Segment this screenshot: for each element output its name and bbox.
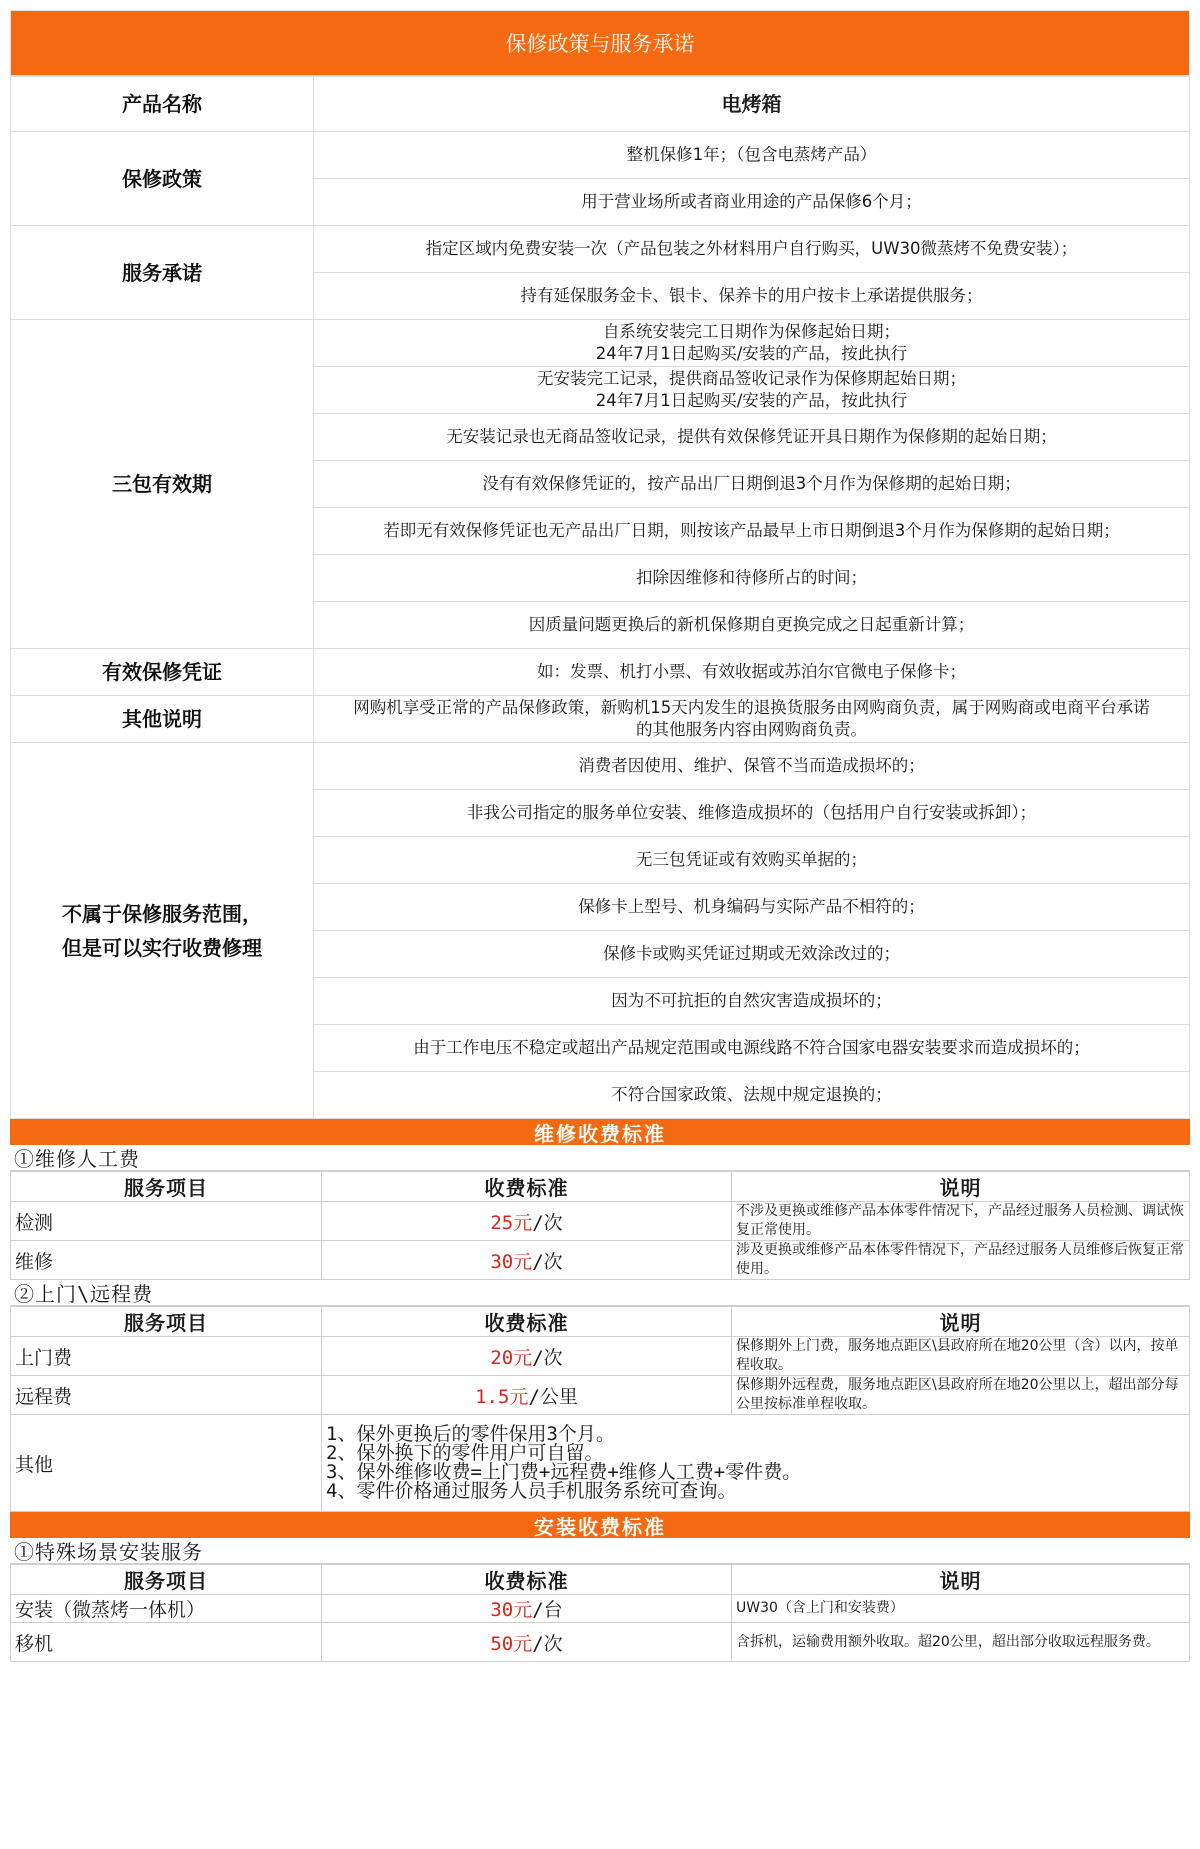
period-line: 无安装完工记录，提供商品签收记录作为保修期起始日期； <box>537 369 966 388</box>
product-value: 电烤箱 <box>314 77 1190 132</box>
install-section-title: 安装收费标准 <box>10 1512 1190 1538</box>
warranty-label: 保修政策 <box>11 132 314 226</box>
install-table <box>10 1564 1190 1662</box>
col-service-item: 服务项目 <box>11 1307 322 1337</box>
other-value <box>314 696 1190 743</box>
excluded-label-line: 不属于保修服务范围， <box>62 901 262 926</box>
service-item: 其他 <box>11 1415 322 1512</box>
product-label: 产品名称 <box>11 77 314 132</box>
service-item: 移机 <box>11 1623 322 1662</box>
service-item: 维修 <box>11 1241 322 1280</box>
voucher-row <box>11 649 1190 696</box>
install-subtitle: ①特殊场景安装服务 <box>10 1538 1190 1564</box>
warranty-item: 用于营业场所或者商业用途的产品保修6个月； <box>314 179 1190 226</box>
desc: UW30（含上门和安装费） <box>732 1595 1190 1623</box>
col-desc: 说明 <box>732 1307 1190 1337</box>
col-fee: 收费标准 <box>322 1172 732 1202</box>
table-row <box>11 1241 1190 1280</box>
page-title: 保修政策与服务承诺 <box>10 10 1190 76</box>
fee <box>322 1595 732 1623</box>
excluded-item: 由于工作电压不稳定或超出产品规定范围或电源线路不符合国家电器安装要求而造成损坏的； <box>314 1025 1190 1072</box>
note-line: 2、保外换下的零件用户可自留。 <box>326 1442 604 1464</box>
period-item: 扣除因维修和待修所占的时间； <box>314 555 1190 602</box>
note-line: 1、保外更换后的零件保用3个月。 <box>326 1423 615 1445</box>
table-row <box>11 1202 1190 1241</box>
period-item <box>314 367 1190 414</box>
excluded-label-line: 但是可以实行收费修理 <box>62 935 262 960</box>
period-row <box>11 320 1190 367</box>
price: 50元 <box>490 1632 533 1655</box>
desc: 含拆机，运输费用额外收取。超20公里，超出部分收取远程服务费。 <box>732 1623 1190 1662</box>
excluded-item: 不符合国家政策、法规中规定退换的； <box>314 1072 1190 1119</box>
unit: /次 <box>532 1346 563 1369</box>
unit: /台 <box>532 1599 563 1621</box>
service-item: 上门费 <box>11 1337 322 1376</box>
repair-visit-table <box>10 1306 1190 1512</box>
service-item: 远程费 <box>11 1376 322 1415</box>
col-service-item: 服务项目 <box>11 1172 322 1202</box>
repair-labor-table <box>10 1171 1190 1280</box>
period-item: 若即无有效保修凭证也无产品出厂日期，则按该产品最早上市日期倒退3个月作为保修期的起始日期； <box>314 508 1190 555</box>
other-line: 的其他服务内容由网购商负责。 <box>636 720 867 739</box>
policy-table <box>10 76 1190 1119</box>
unit: /次 <box>532 1250 563 1273</box>
repair-section-title: 维修收费标准 <box>10 1119 1190 1145</box>
excluded-item: 保修卡上型号、机身编码与实际产品不相符的； <box>314 884 1190 931</box>
col-desc: 说明 <box>732 1172 1190 1202</box>
voucher-label: 有效保修凭证 <box>11 649 314 696</box>
col-service-item: 服务项目 <box>11 1565 322 1595</box>
fee <box>322 1241 732 1280</box>
period-line: 24年7月1日起购买/安装的产品，按此执行 <box>595 344 908 363</box>
warranty-item: 整机保修1年；（包含电蒸烤产品） <box>314 132 1190 179</box>
product-row <box>11 77 1190 132</box>
excluded-item: 因为不可抗拒的自然灾害造成损坏的； <box>314 978 1190 1025</box>
fee <box>322 1202 732 1241</box>
unit: /次 <box>532 1632 563 1655</box>
table-header-row <box>11 1172 1190 1202</box>
note-line: 3、保外维修收费=上门费+远程费+维修人工费+零件费。 <box>326 1461 802 1483</box>
other-notes <box>322 1415 1190 1512</box>
period-item: 无安装记录也无商品签收记录，提供有效保修凭证开具日期作为保修期的起始日期； <box>314 414 1190 461</box>
other-row <box>11 696 1190 743</box>
service-label: 服务承诺 <box>11 226 314 320</box>
period-label: 三包有效期 <box>11 320 314 649</box>
excluded-item: 保修卡或购买凭证过期或无效涂改过的； <box>314 931 1190 978</box>
service-item: 指定区域内免费安装一次（产品包装之外材料用户自行购买，UW30微蒸烤不免费安装）； <box>314 226 1190 273</box>
repair-labor-subtitle: ①维修人工费 <box>10 1145 1190 1171</box>
unit: /次 <box>532 1211 563 1234</box>
desc: 不涉及更换或维修产品本体零件情况下，产品经过服务人员检测、调试恢复正常使用。 <box>732 1202 1190 1241</box>
fee <box>322 1337 732 1376</box>
other-fee-row <box>11 1415 1190 1512</box>
price: 1.5元 <box>475 1385 529 1408</box>
repair-visit-subtitle: ②上门\远程费 <box>10 1280 1190 1306</box>
desc: 保修期外远程费，服务地点距区\县政府所在地20公里以上，超出部分每公里按标准单程收取。 <box>732 1376 1190 1415</box>
col-fee: 收费标准 <box>322 1565 732 1595</box>
period-item: 因质量问题更换后的新机保修期自更换完成之日起重新计算； <box>314 602 1190 649</box>
note-line: 4、零件价格通过服务人员手机服务系统可查询。 <box>326 1480 737 1502</box>
fee <box>322 1376 732 1415</box>
period-item <box>314 320 1190 367</box>
price: 30元 <box>490 1599 533 1621</box>
excluded-row <box>11 743 1190 790</box>
excluded-item: 非我公司指定的服务单位安装、维修造成损坏的（包括用户自行安装或拆卸）； <box>314 790 1190 837</box>
price: 30元 <box>490 1250 533 1273</box>
warranty-row <box>11 132 1190 179</box>
service-item: 检测 <box>11 1202 322 1241</box>
period-line: 自系统安装完工日期作为保修起始日期； <box>603 322 900 341</box>
excluded-item: 无三包凭证或有效购买单据的； <box>314 837 1190 884</box>
excluded-item: 消费者因使用、维护、保管不当而造成损坏的； <box>314 743 1190 790</box>
table-row <box>11 1623 1190 1662</box>
table-header-row <box>11 1307 1190 1337</box>
period-line: 24年7月1日起购买/安装的产品，按此执行 <box>595 391 908 410</box>
service-item: 安装（微蒸烤一体机） <box>11 1595 322 1623</box>
period-item: 没有有效保修凭证的，按产品出厂日期倒退3个月作为保修期的起始日期； <box>314 461 1190 508</box>
price: 25元 <box>490 1211 533 1234</box>
price: 20元 <box>490 1346 533 1369</box>
desc: 保修期外上门费，服务地点距区\县政府所在地20公里（含）以内，按单程收取。 <box>732 1337 1190 1376</box>
unit: /公里 <box>528 1385 578 1408</box>
service-row <box>11 226 1190 273</box>
desc: 涉及更换或维修产品本体零件情况下，产品经过服务人员维修后恢复正常使用。 <box>732 1241 1190 1280</box>
voucher-value: 如：发票、机打小票、有效收据或苏泊尔官微电子保修卡； <box>314 649 1190 696</box>
other-label: 其他说明 <box>11 696 314 743</box>
other-line: 网购机享受正常的产品保修政策，新购机15天内发生的退换货服务由网购商负责，属于网购商或电商平台承诺 <box>353 698 1150 717</box>
table-row <box>11 1595 1190 1623</box>
col-desc: 说明 <box>732 1565 1190 1595</box>
service-item: 持有延保服务金卡、银卡、保养卡的用户按卡上承诺提供服务； <box>314 273 1190 320</box>
table-header-row <box>11 1565 1190 1595</box>
table-row <box>11 1376 1190 1415</box>
excluded-label <box>11 743 314 1119</box>
policy-document <box>10 10 1190 1662</box>
table-row <box>11 1337 1190 1376</box>
col-fee: 收费标准 <box>322 1307 732 1337</box>
fee <box>322 1623 732 1662</box>
